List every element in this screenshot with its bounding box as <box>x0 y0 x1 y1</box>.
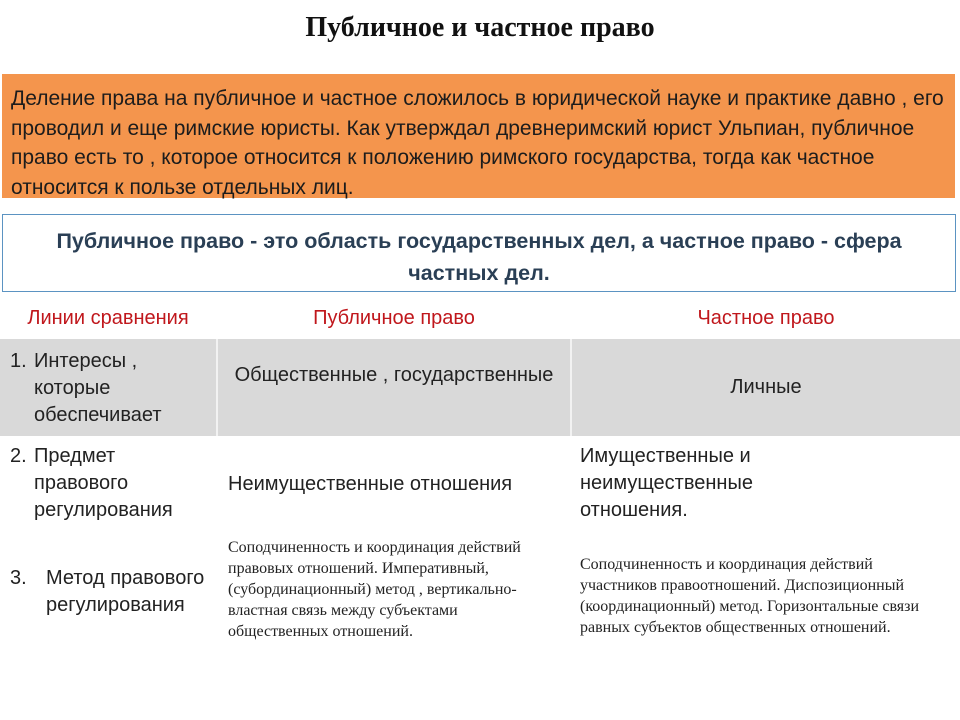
header-public-law: Публичное право <box>313 307 475 329</box>
cell-public-method: Соподчиненность и координация действий правовых отношений. Императивный, (субординационный) метод , вертикально-властная связь между субъектами общественных отношений. <box>228 539 521 640</box>
cell-public-subject: Неимущественные отношения <box>228 473 513 495</box>
cell-private-subject: Имущественные и неимущественные отношения. <box>580 445 753 521</box>
cell-public-interests: Общественные , государственные <box>234 364 554 386</box>
page-title: Публичное и частное право <box>305 12 655 43</box>
intro-box: Деление права на публичное и частное сложилось в юридической науке и практике давно , его проводил и еще римские юристы. Как утверждал древнеримский юрист Ульпиан, публичное право есть то , которое относится к положению римского государства, тогда как частное относится к пользе отдельных лиц. <box>2 74 955 198</box>
header-comparison-lines: Линии сравнения <box>27 307 189 329</box>
row-number: 2. <box>10 445 27 467</box>
row-label-interests: Интересы , которые обеспечивает <box>34 350 162 426</box>
cell-private-method: Соподчиненность и координация действий участников правоотношений. Диспозиционный (координационный) метод. Горизонтальные связи равных субъектов общественных отношений. <box>580 556 920 636</box>
row-label-subject: Предмет правового регулирования <box>34 445 173 521</box>
header-private-law: Частное право <box>697 307 835 329</box>
row-label-method: Метод правового регулирования <box>46 567 205 616</box>
cell-private-interests: Личные <box>730 376 802 398</box>
definition-box: Публичное право - это область государственных дел, а частное право - сфера частных дел. <box>2 214 956 292</box>
row-number: 1. <box>10 350 27 372</box>
row-number: 3. <box>10 567 27 589</box>
